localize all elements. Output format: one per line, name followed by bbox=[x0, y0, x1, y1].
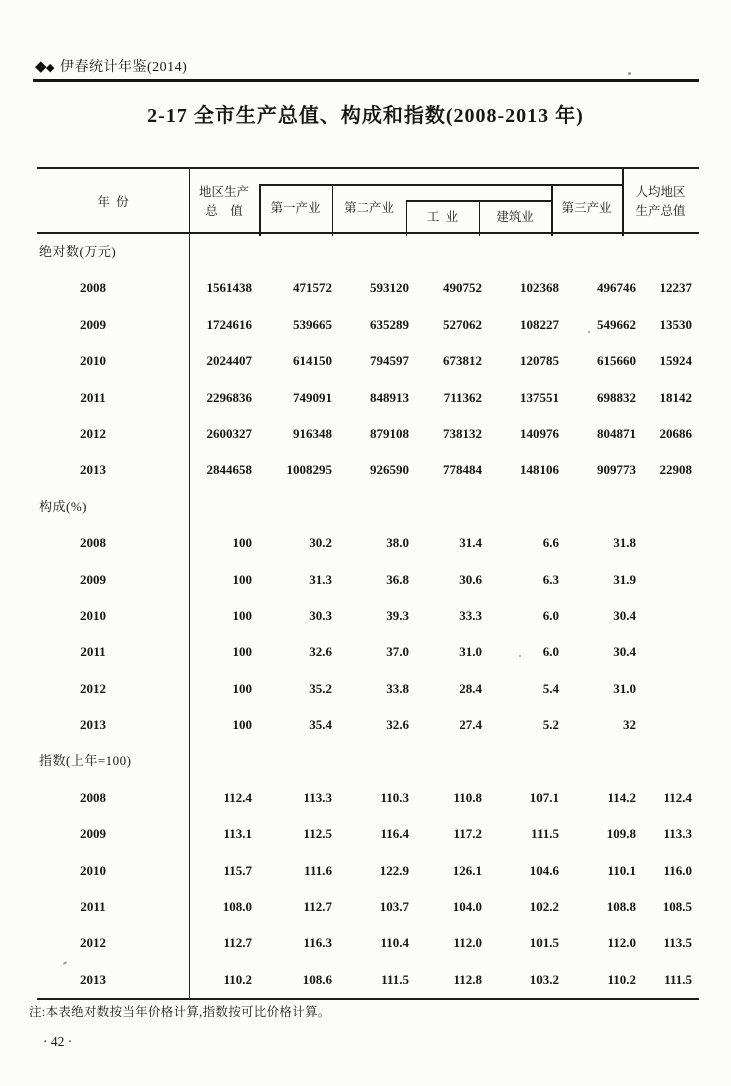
header-rule bbox=[33, 79, 699, 82]
value-cell-primary_industry: 614150 bbox=[293, 353, 332, 369]
year-cell: 2009 bbox=[80, 571, 106, 587]
table-header bbox=[37, 167, 699, 234]
value-cell-primary_industry: 35.2 bbox=[309, 680, 332, 696]
year-cell: 2008 bbox=[80, 280, 106, 296]
value-cell-per_capita_gdp: 13530 bbox=[659, 316, 692, 332]
value-cell-secondary_industry: 848913 bbox=[370, 389, 409, 405]
value-cell-gdp_total: 100 bbox=[232, 644, 252, 660]
value-cell-gdp_total: 2600327 bbox=[206, 425, 252, 441]
value-cell-industry: 104.0 bbox=[452, 899, 482, 915]
col-header-secondary-industry: 第二产业 bbox=[343, 201, 394, 215]
value-cell-industry: 27.4 bbox=[459, 717, 482, 733]
value-cell-primary_industry: 111.6 bbox=[304, 862, 332, 878]
value-cell-construction: 120785 bbox=[520, 353, 559, 369]
value-cell-tertiary_industry: 112.0 bbox=[607, 935, 636, 951]
col-header-gdp-line2: 总 值 bbox=[205, 204, 243, 218]
value-cell-construction: 102.2 bbox=[529, 899, 559, 915]
value-cell-primary_industry: 916348 bbox=[293, 425, 332, 441]
section-row bbox=[37, 489, 699, 525]
value-cell-industry: 490752 bbox=[443, 280, 482, 296]
year-cell: 2013 bbox=[80, 971, 106, 987]
value-cell-gdp_total: 1724616 bbox=[206, 316, 252, 332]
value-cell-industry: 527062 bbox=[443, 316, 482, 332]
value-cell-secondary_industry: 879108 bbox=[370, 425, 409, 441]
value-cell-gdp_total: 100 bbox=[232, 717, 252, 733]
value-cell-tertiary_industry: 32 bbox=[623, 717, 636, 733]
table-row bbox=[37, 416, 699, 452]
value-cell-industry: 31.4 bbox=[459, 535, 482, 551]
value-cell-gdp_total: 100 bbox=[232, 535, 252, 551]
value-cell-secondary_industry: 111.5 bbox=[381, 971, 409, 987]
value-cell-tertiary_industry: 110.2 bbox=[607, 971, 636, 987]
value-cell-primary_industry: 31.3 bbox=[309, 571, 332, 587]
diamond-icon: ◆ bbox=[46, 62, 56, 74]
col-header-tertiary-industry: 第三产业 bbox=[561, 201, 612, 215]
col-header-primary-industry: 第一产业 bbox=[270, 201, 321, 215]
year-cell: 2011 bbox=[80, 644, 106, 660]
value-cell-secondary_industry: 33.8 bbox=[386, 680, 409, 696]
value-cell-per_capita_gdp bbox=[636, 598, 699, 634]
value-cell-tertiary_industry: 109.8 bbox=[606, 826, 636, 842]
table-row bbox=[37, 307, 699, 343]
value-cell-industry: 110.8 bbox=[453, 789, 482, 805]
col-header-percapita-line2: 生产总值 bbox=[635, 204, 686, 218]
year-cell: 2008 bbox=[80, 535, 106, 551]
value-cell-industry: 33.3 bbox=[459, 607, 482, 623]
table-row bbox=[37, 270, 699, 306]
value-cell-industry: 28.4 bbox=[459, 680, 482, 696]
value-cell-per_capita_gdp: 15924 bbox=[659, 353, 692, 369]
col-header-percapita-line1: 人均地区 bbox=[635, 185, 686, 199]
table-row bbox=[37, 671, 699, 707]
value-cell-gdp_total: 100 bbox=[232, 607, 252, 623]
value-cell-construction: 6.6 bbox=[542, 535, 559, 551]
value-cell-construction: 5.2 bbox=[542, 717, 559, 733]
value-cell-tertiary_industry: 496746 bbox=[597, 280, 636, 296]
value-cell-gdp_total: 2024407 bbox=[206, 353, 252, 369]
value-cell-industry: 112.8 bbox=[453, 971, 482, 987]
value-cell-primary_industry: 749091 bbox=[293, 389, 332, 405]
value-cell-tertiary_industry: 30.4 bbox=[613, 607, 636, 623]
value-cell-secondary_industry: 110.3 bbox=[380, 789, 409, 805]
value-cell-construction: 102368 bbox=[520, 280, 559, 296]
value-cell-gdp_total: 113.1 bbox=[223, 826, 252, 842]
value-cell-per_capita_gdp: 18142 bbox=[659, 389, 692, 405]
value-cell-per_capita_gdp: 112.4 bbox=[663, 789, 692, 805]
table-body bbox=[37, 234, 699, 1000]
value-cell-tertiary_industry: 698832 bbox=[597, 389, 636, 405]
value-cell-industry: 738132 bbox=[443, 425, 482, 441]
value-cell-construction: 5.4 bbox=[542, 680, 559, 696]
value-cell-industry: 31.0 bbox=[459, 644, 482, 660]
value-cell-construction: 6.3 bbox=[542, 571, 559, 587]
value-cell-secondary_industry: 593120 bbox=[370, 280, 409, 296]
value-cell-tertiary_industry: 114.2 bbox=[607, 789, 636, 805]
value-cell-industry: 30.6 bbox=[459, 571, 482, 587]
value-cell-industry: 117.2 bbox=[453, 826, 482, 842]
value-cell-primary_industry: 113.3 bbox=[303, 789, 332, 805]
value-cell-primary_industry: 35.4 bbox=[309, 717, 332, 733]
scan-speck bbox=[588, 331, 590, 333]
value-cell-secondary_industry: 794597 bbox=[370, 353, 409, 369]
value-cell-construction: 104.6 bbox=[529, 862, 559, 878]
value-cell-secondary_industry: 39.3 bbox=[386, 607, 409, 623]
scan-speck bbox=[628, 72, 631, 75]
value-cell-tertiary_industry: 615660 bbox=[597, 353, 636, 369]
col-header-construction: 建筑业 bbox=[496, 210, 534, 224]
value-cell-industry: 673812 bbox=[443, 353, 482, 369]
value-cell-tertiary_industry: 31.0 bbox=[613, 680, 636, 696]
year-cell: 2011 bbox=[80, 389, 106, 405]
value-cell-construction: 108227 bbox=[520, 316, 559, 332]
value-cell-industry: 711362 bbox=[443, 389, 482, 405]
value-cell-per_capita_gdp bbox=[636, 634, 699, 670]
value-cell-secondary_industry: 32.6 bbox=[386, 717, 409, 733]
value-cell-primary_industry: 112.5 bbox=[303, 826, 332, 842]
scan-speck bbox=[519, 655, 521, 657]
value-cell-tertiary_industry: 804871 bbox=[597, 425, 636, 441]
value-cell-per_capita_gdp bbox=[636, 562, 699, 598]
value-cell-gdp_total: 100 bbox=[232, 680, 252, 696]
page-number: · 42 · bbox=[43, 1034, 73, 1049]
table-row bbox=[37, 889, 699, 925]
value-cell-per_capita_gdp: 22908 bbox=[659, 462, 692, 478]
col-header-year: 年 份 bbox=[97, 195, 129, 209]
year-column-divider bbox=[189, 234, 190, 998]
value-cell-construction: 6.0 bbox=[542, 644, 559, 660]
value-cell-secondary_industry: 36.8 bbox=[386, 571, 409, 587]
year-cell: 2010 bbox=[80, 607, 106, 623]
table-row bbox=[37, 525, 699, 561]
year-cell: 2010 bbox=[80, 353, 106, 369]
table-row bbox=[37, 343, 699, 379]
year-cell: 2009 bbox=[80, 826, 106, 842]
year-cell: 2010 bbox=[80, 862, 106, 878]
value-cell-construction: 148106 bbox=[520, 462, 559, 478]
section-label: 绝对数(万元) bbox=[39, 244, 117, 259]
value-cell-primary_industry: 116.3 bbox=[303, 935, 332, 951]
table-row bbox=[37, 598, 699, 634]
table-row bbox=[37, 780, 699, 816]
value-cell-per_capita_gdp bbox=[636, 707, 699, 743]
table-row bbox=[37, 925, 699, 961]
value-cell-primary_industry: 471572 bbox=[293, 280, 332, 296]
value-cell-construction: 107.1 bbox=[529, 789, 559, 805]
year-cell: 2012 bbox=[80, 680, 106, 696]
value-cell-industry: 126.1 bbox=[452, 862, 482, 878]
table-row bbox=[37, 707, 699, 743]
table-row bbox=[37, 452, 699, 488]
value-cell-industry: 778484 bbox=[443, 462, 482, 478]
value-cell-per_capita_gdp: 12237 bbox=[659, 280, 692, 296]
value-cell-construction: 101.5 bbox=[529, 935, 559, 951]
year-cell: 2011 bbox=[80, 899, 106, 915]
value-cell-secondary_industry: 926590 bbox=[370, 462, 409, 478]
value-cell-per_capita_gdp: 20686 bbox=[659, 425, 692, 441]
value-cell-tertiary_industry: 108.8 bbox=[606, 899, 636, 915]
value-cell-tertiary_industry: 30.4 bbox=[613, 644, 636, 660]
value-cell-secondary_industry: 38.0 bbox=[386, 535, 409, 551]
value-cell-gdp_total: 100 bbox=[232, 571, 252, 587]
value-cell-per_capita_gdp bbox=[636, 671, 699, 707]
col-header-gdp-total bbox=[189, 183, 259, 221]
value-cell-construction: 140976 bbox=[520, 425, 559, 441]
value-cell-gdp_total: 110.2 bbox=[223, 971, 252, 987]
table-row bbox=[37, 853, 699, 889]
year-cell: 2009 bbox=[80, 316, 106, 332]
value-cell-primary_industry: 112.7 bbox=[303, 899, 332, 915]
value-cell-secondary_industry: 110.4 bbox=[380, 935, 409, 951]
value-cell-construction: 111.5 bbox=[531, 826, 559, 842]
value-cell-secondary_industry: 635289 bbox=[370, 316, 409, 332]
value-cell-secondary_industry: 103.7 bbox=[379, 899, 409, 915]
value-cell-per_capita_gdp: 113.3 bbox=[663, 826, 692, 842]
value-cell-per_capita_gdp bbox=[636, 525, 699, 561]
section-label: 构成(%) bbox=[39, 498, 87, 514]
gdp-statistics-table bbox=[37, 167, 699, 1000]
value-cell-gdp_total: 115.7 bbox=[223, 862, 252, 878]
col-header-industry: 工 业 bbox=[426, 210, 459, 224]
value-cell-secondary_industry: 37.0 bbox=[386, 644, 409, 660]
col-header-per-capita-gdp bbox=[622, 183, 699, 221]
value-cell-primary_industry: 1008295 bbox=[286, 462, 332, 478]
year-cell: 2013 bbox=[80, 717, 106, 733]
value-cell-tertiary_industry: 549662 bbox=[597, 316, 636, 332]
value-cell-per_capita_gdp: 113.5 bbox=[663, 935, 692, 951]
year-cell: 2012 bbox=[80, 425, 106, 441]
value-cell-primary_industry: 539665 bbox=[293, 316, 332, 332]
table-row bbox=[37, 962, 699, 998]
value-cell-tertiary_industry: 31.9 bbox=[613, 571, 636, 587]
value-cell-construction: 6.0 bbox=[542, 607, 559, 623]
value-cell-construction: 137551 bbox=[520, 389, 559, 405]
book-title: 伊春统计年鉴(2014) bbox=[60, 60, 188, 75]
value-cell-primary_industry: 30.2 bbox=[309, 535, 332, 551]
value-cell-tertiary_industry: 31.8 bbox=[613, 535, 636, 551]
value-cell-gdp_total: 112.7 bbox=[223, 935, 252, 951]
value-cell-gdp_total: 2844658 bbox=[206, 462, 252, 478]
value-cell-gdp_total: 2296836 bbox=[206, 389, 252, 405]
value-cell-construction: 103.2 bbox=[529, 971, 559, 987]
value-cell-per_capita_gdp: 116.0 bbox=[663, 862, 692, 878]
table-row bbox=[37, 634, 699, 670]
section-label: 指数(上年=100) bbox=[39, 753, 132, 769]
value-cell-primary_industry: 30.3 bbox=[309, 607, 332, 623]
value-cell-gdp_total: 1561438 bbox=[206, 280, 252, 296]
table-row bbox=[37, 380, 699, 416]
table-title: 2-17 全市生产总值、构成和指数(2008-2013 年) bbox=[147, 105, 584, 127]
running-head bbox=[35, 56, 187, 76]
year-cell: 2008 bbox=[80, 789, 106, 805]
year-cell: 2013 bbox=[80, 462, 106, 478]
table-row bbox=[37, 562, 699, 598]
value-cell-tertiary_industry: 110.1 bbox=[607, 862, 636, 878]
value-cell-per_capita_gdp: 111.5 bbox=[664, 971, 692, 987]
value-cell-gdp_total: 108.0 bbox=[222, 899, 252, 915]
col-header-gdp-line1: 地区生产 bbox=[198, 185, 249, 199]
value-cell-primary_industry: 32.6 bbox=[309, 644, 332, 660]
value-cell-secondary_industry: 122.9 bbox=[379, 862, 409, 878]
table-row bbox=[37, 816, 699, 852]
value-cell-gdp_total: 112.4 bbox=[223, 789, 252, 805]
year-cell: 2012 bbox=[80, 935, 106, 951]
table-note: 注:本表绝对数按当年价格计算,指数按可比价格计算。 bbox=[29, 1005, 331, 1019]
value-cell-tertiary_industry: 909773 bbox=[597, 462, 636, 478]
value-cell-primary_industry: 108.6 bbox=[302, 971, 332, 987]
value-cell-industry: 112.0 bbox=[453, 935, 482, 951]
value-cell-secondary_industry: 116.4 bbox=[380, 826, 409, 842]
value-cell-per_capita_gdp: 108.5 bbox=[662, 899, 692, 915]
diamond-icon: ◆ bbox=[35, 59, 48, 75]
section-row bbox=[37, 743, 699, 779]
section-row bbox=[37, 234, 699, 270]
